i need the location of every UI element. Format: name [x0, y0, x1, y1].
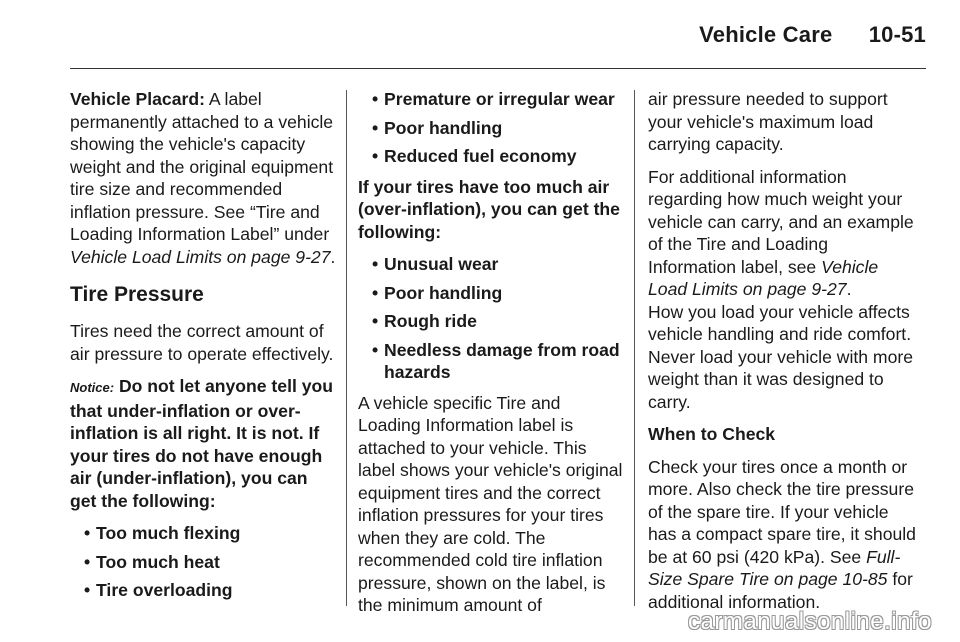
spare-tire-reference-link[interactable]: Full-Size Spare Tire on page 10-85: [648, 546, 901, 589]
column-2: [358, 88, 626, 627]
column-divider-1: [346, 90, 347, 606]
intro-paragraph: Tires need the correct amount of air pressure to operate effectively.: [70, 321, 334, 364]
column-3: [648, 88, 918, 623]
under-inflation-list: [70, 522, 338, 602]
notice-label: Notice:: [70, 380, 115, 395]
over-inflation-intro: If your tires have too much air (over-inflation), you can get the following:: [358, 176, 620, 242]
check-text: Check your tires once a month or more. Also check the tire pressure of the spare tire. If your vehicle has a compact spare tire, it should be at 60 psi (420 kPa). See: [648, 456, 916, 567]
watermark: carmanualsonline.info: [688, 608, 932, 635]
info-end: .: [846, 279, 852, 299]
column-divider-2: [634, 90, 635, 606]
list-item: • Tire overloading: [70, 579, 338, 602]
page-header: [699, 22, 926, 48]
check-end: for additional information.: [648, 569, 913, 612]
section-title: Vehicle Care: [699, 22, 833, 47]
list-item: • Reduced fuel economy: [358, 145, 626, 168]
label-paragraph: A vehicle specific Tire and Loading Information label is attached to your vehicle. This label shows your vehicle's original equipment tires and the correct inflation pressures for your tires when they are cold. The recommended cold tire inflation pressure, shown on the label, is the minimum amount of: [358, 392, 623, 615]
info-text: For additional information regarding how much weight your vehicle can carry, and an example of the Tire and Loading Information label, see: [648, 166, 914, 277]
notice-text: Do not let anyone tell you that under-inflation or over-inflation is all right. It is not. If your tires do not have enough air (under-inflation), you can get the following:: [70, 376, 334, 511]
column-1: [70, 88, 338, 610]
placard-reference-link[interactable]: Vehicle Load Limits on page 9-27: [70, 246, 331, 267]
header-divider: [70, 68, 926, 69]
check-paragraph: [648, 456, 918, 614]
handling-paragraph: How you load your vehicle affects vehicle handling and ride comfort. Never load your vehicle with more weight than it was designed to carry.: [648, 301, 913, 412]
list-item: • Too much heat: [70, 551, 338, 574]
list-item: • Premature or irregular wear: [358, 88, 626, 111]
when-to-check-heading: When to Check: [648, 424, 776, 444]
continued-paragraph: air pressure needed to support your vehicle's maximum load carrying capacity.: [648, 89, 888, 154]
list-item: • Rough ride: [358, 310, 626, 333]
vehicle-placard-paragraph: [70, 88, 338, 268]
page-number: 10-51: [868, 22, 926, 47]
notice-paragraph: [70, 375, 338, 512]
placard-term: Vehicle Placard:: [70, 89, 205, 109]
placard-end: .: [330, 246, 336, 267]
over-inflation-list: [358, 253, 626, 384]
list-item: • Unusual wear: [358, 253, 626, 276]
list-item: • Poor handling: [358, 282, 626, 305]
list-item: • Too much flexing: [70, 522, 338, 545]
placard-text: A label permanently attached to a vehicle showing the vehicle's capacity weight and the original equipment tire size and recommended inflation pressure. See “Tire and Loading Information Label” under: [70, 89, 334, 244]
info-reference-link[interactable]: Vehicle Load Limits on page 9-27: [648, 256, 879, 299]
list-item: • Needless damage from road hazards: [358, 339, 626, 384]
under-inflation-list-continued: [358, 88, 626, 168]
list-item: • Poor handling: [358, 117, 626, 140]
additional-info-paragraph: [648, 166, 918, 301]
section-heading-tire-pressure: Tire Pressure: [70, 283, 204, 306]
